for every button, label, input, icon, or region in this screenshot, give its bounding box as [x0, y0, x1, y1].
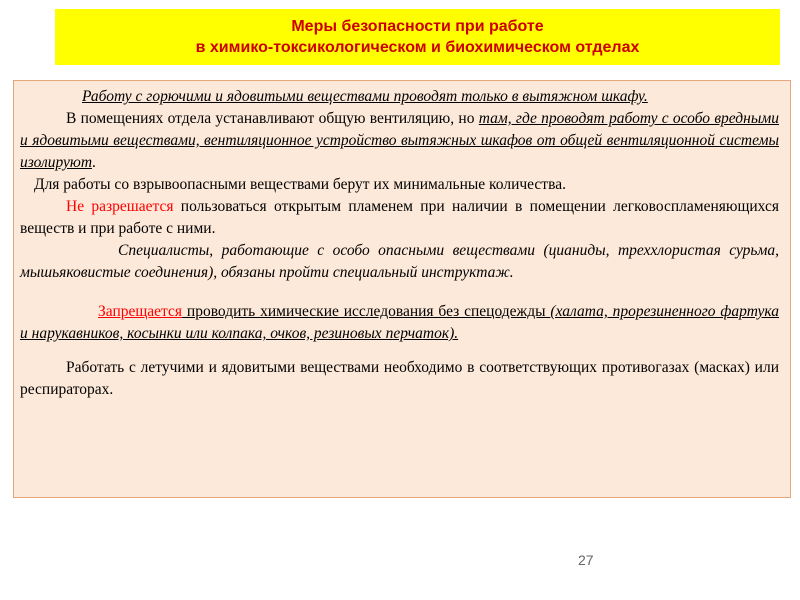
rule-protective-clothing-list: (халата, прорезиненного фартука и нарукавников, косынки или колпака, очков, резиновых перчаток).	[20, 303, 779, 342]
forbidden-label: Запрещается	[98, 303, 183, 320]
rule-explosives	[20, 174, 779, 196]
rule-instruction-text: Специалисты, работающие с особо опасными веществами (цианиды, треххлористая сурьма, мышьяковистые соединения), обязаны пройти специальный инструктаж.	[20, 242, 779, 281]
rule-protective-clothing	[20, 301, 779, 345]
rule-respirators	[20, 357, 779, 401]
rule-explosives-text: Для работы со взрывоопасными веществами берут их минимальные количества.	[34, 176, 566, 193]
rule-ventilation	[20, 108, 779, 174]
rule-open-flame-text: пользоваться открытым пламенем при наличии в помещении легковоспламеняющихся веществ и при работе с ними.	[20, 198, 779, 237]
slide-title-box	[55, 9, 780, 65]
rule-protective-clothing-text: проводить химические исследования без спецодежды	[182, 303, 551, 320]
slide-title-line-1: Меры безопасности при работе	[291, 18, 544, 35]
rule-fume-hood-text: Работу с горючими и ядовитыми веществами проводят только в вытяжном шкафу.	[82, 88, 648, 105]
rule-open-flame	[20, 196, 779, 240]
rule-fume-hood	[20, 86, 779, 108]
page-number: 27	[578, 552, 594, 568]
rule-ventilation-end: .	[92, 154, 96, 171]
rule-ventilation-emphasis: там, где проводят работу с особо вредными и ядовитыми веществами, вентиляционное устройство вытяжных шкафов от общей вентиляционной системы изолируют	[20, 110, 779, 171]
rule-instruction	[20, 240, 779, 284]
rule-ventilation-text: В помещениях отдела устанавливают общую вентиляцию, но	[66, 110, 479, 127]
slide-title-line-2: в химико-токсикологическом и биохимическом отделах	[195, 39, 640, 56]
rule-respirators-text: Работать с летучими и ядовитыми веществами необходимо в соответствующих противогазах (масках) или респираторах.	[20, 359, 779, 398]
not-allowed-label: Не разрешается	[66, 198, 174, 215]
safety-rules-box	[13, 80, 791, 498]
